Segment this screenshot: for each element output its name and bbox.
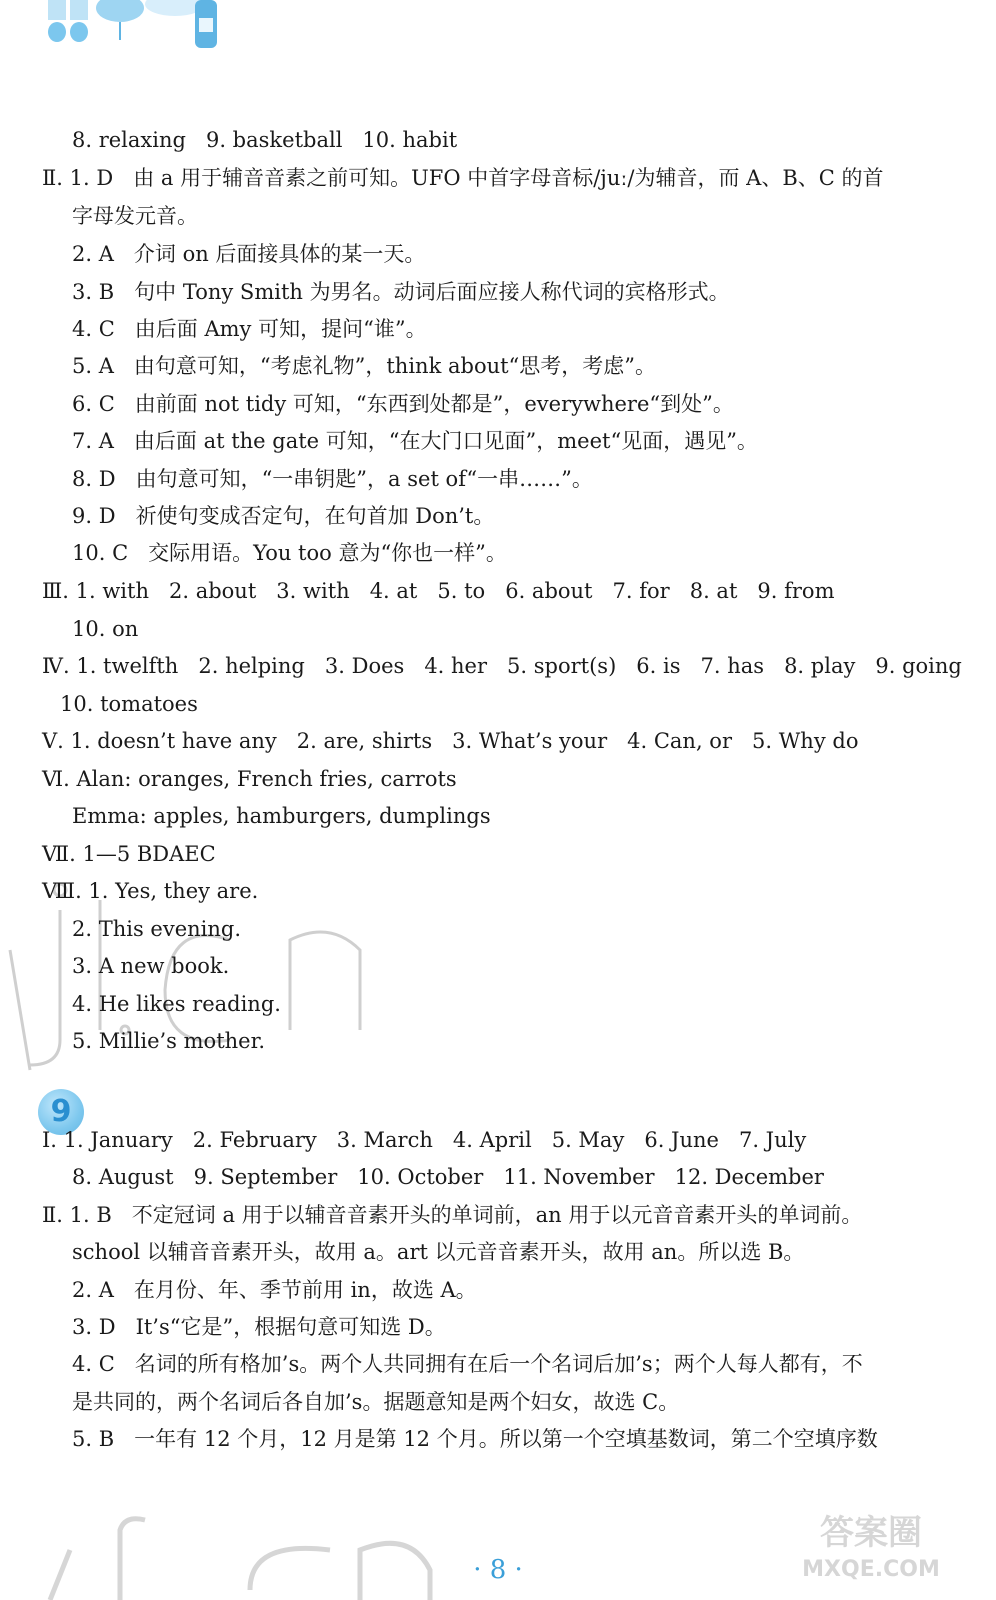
brand-watermark-bottom: MXQE.COM [802, 1557, 940, 1582]
text-line: 10. on [72, 617, 139, 641]
text-line: 5. B 一年有 12 个月，12 月是第 12 个月。所以第一个空填基数词，第二个空填序数 [72, 1427, 878, 1451]
text-line: 4. C 由后面 Amy 可知，提问“谁”。 [72, 317, 427, 341]
text-line: school 以辅音音素开头，故用 a。art 以元音音素开头，故用 an。所以选 B。 [72, 1240, 805, 1264]
text-line: Ⅴ. 1. doesn’t have any 2. are, shirts 3. What’s your 4. Can, or 5. Why do [42, 729, 859, 753]
section-number-badge: 9 [38, 1089, 84, 1135]
text-line: 3. D It’s“它是”，根据句意可知选 D。 [72, 1315, 446, 1339]
header-decoration-icon [40, 0, 240, 55]
text-line: 5. A 由句意可知，“考虑礼物”，think about“思考，考虑”。 [72, 354, 657, 378]
text-line: 2. A 介词 on 后面接具体的某一天。 [72, 242, 426, 266]
text-line: 字母发元音。 [72, 204, 198, 228]
text-line: 5. Millie’s mother. [72, 1029, 265, 1053]
text-line: 7. A 由后面 at the gate 可知，“在大门口见面”，meet“见面，遇见”。 [72, 429, 758, 453]
brand-watermark-top: 答案圈 [820, 1513, 922, 1553]
text-line: 9. D 祈使句变成否定句，在句首加 Don’t。 [72, 504, 495, 528]
text-line: 8. D 由句意可知，“一串钥匙”，a set of“一串……”。 [72, 467, 593, 491]
text-line: 4. C 名词的所有格加’s。两个人共同拥有在后一个名词后加’s；两个人每人都有，不 [72, 1352, 863, 1376]
text-line: Ⅷ. 1. Yes, they are. [42, 879, 259, 903]
text-line: 6. C 由前面 not tidy 可知，“东西到处都是”，everywhere“到处”。 [72, 392, 734, 416]
text-line: Ⅳ. 1. twelfth 2. helping 3. Does 4. her 5. sport(s) 6. is 7. has 8. play 9. going [42, 654, 962, 678]
text-line: Ⅵ. Alan: oranges, French fries, carrots [42, 767, 457, 791]
text-line: 2. A 在月份、年、季节前用 in，故选 A。 [72, 1278, 477, 1302]
text-line: Ⅲ. 1. with 2. about 3. with 4. at 5. to 6. about 7. for 8. at 9. from [42, 579, 835, 603]
text-line: 10. C 交际用语。You too 意为“你也一样”。 [72, 541, 507, 565]
text-line: 4. He likes reading. [72, 992, 281, 1016]
text-line: Ⅰ. 1. January 2. February 3. March 4. April 5. May 6. June 7. July [42, 1128, 807, 1152]
text-line: 8. relaxing 9. basketball 10. habit [72, 128, 458, 152]
text-line: Ⅶ. 1—5 BDAEC [42, 842, 216, 866]
text-line: 是共同的，两个名词后各自加’s。据题意知是两个妇女，故选 C。 [72, 1390, 680, 1414]
page-number: · 8 · [473, 1555, 523, 1585]
text-line: Ⅱ. 1. B 不定冠词 a 用于以辅音音素开头的单词前，an 用于以元音音素开头的单词前。 [42, 1203, 863, 1227]
text-line: 2. This evening. [72, 917, 242, 941]
text-line: Emma: apples, hamburgers, dumplings [72, 804, 491, 828]
text-line: 3. B 句中 Tony Smith 为男名。动词后面应接人称代词的宾格形式。 [72, 280, 730, 304]
text-line: 3. A new book. [72, 954, 230, 978]
text-line: 10. tomatoes [60, 692, 198, 716]
text-line: 8. August 9. September 10. October 11. November 12. December [72, 1165, 824, 1189]
text-line: Ⅱ. 1. D 由 a 用于辅音音素之前可知。UFO 中首字母音标/juː/为辅音，而 A、B、C 的首 [42, 166, 884, 190]
